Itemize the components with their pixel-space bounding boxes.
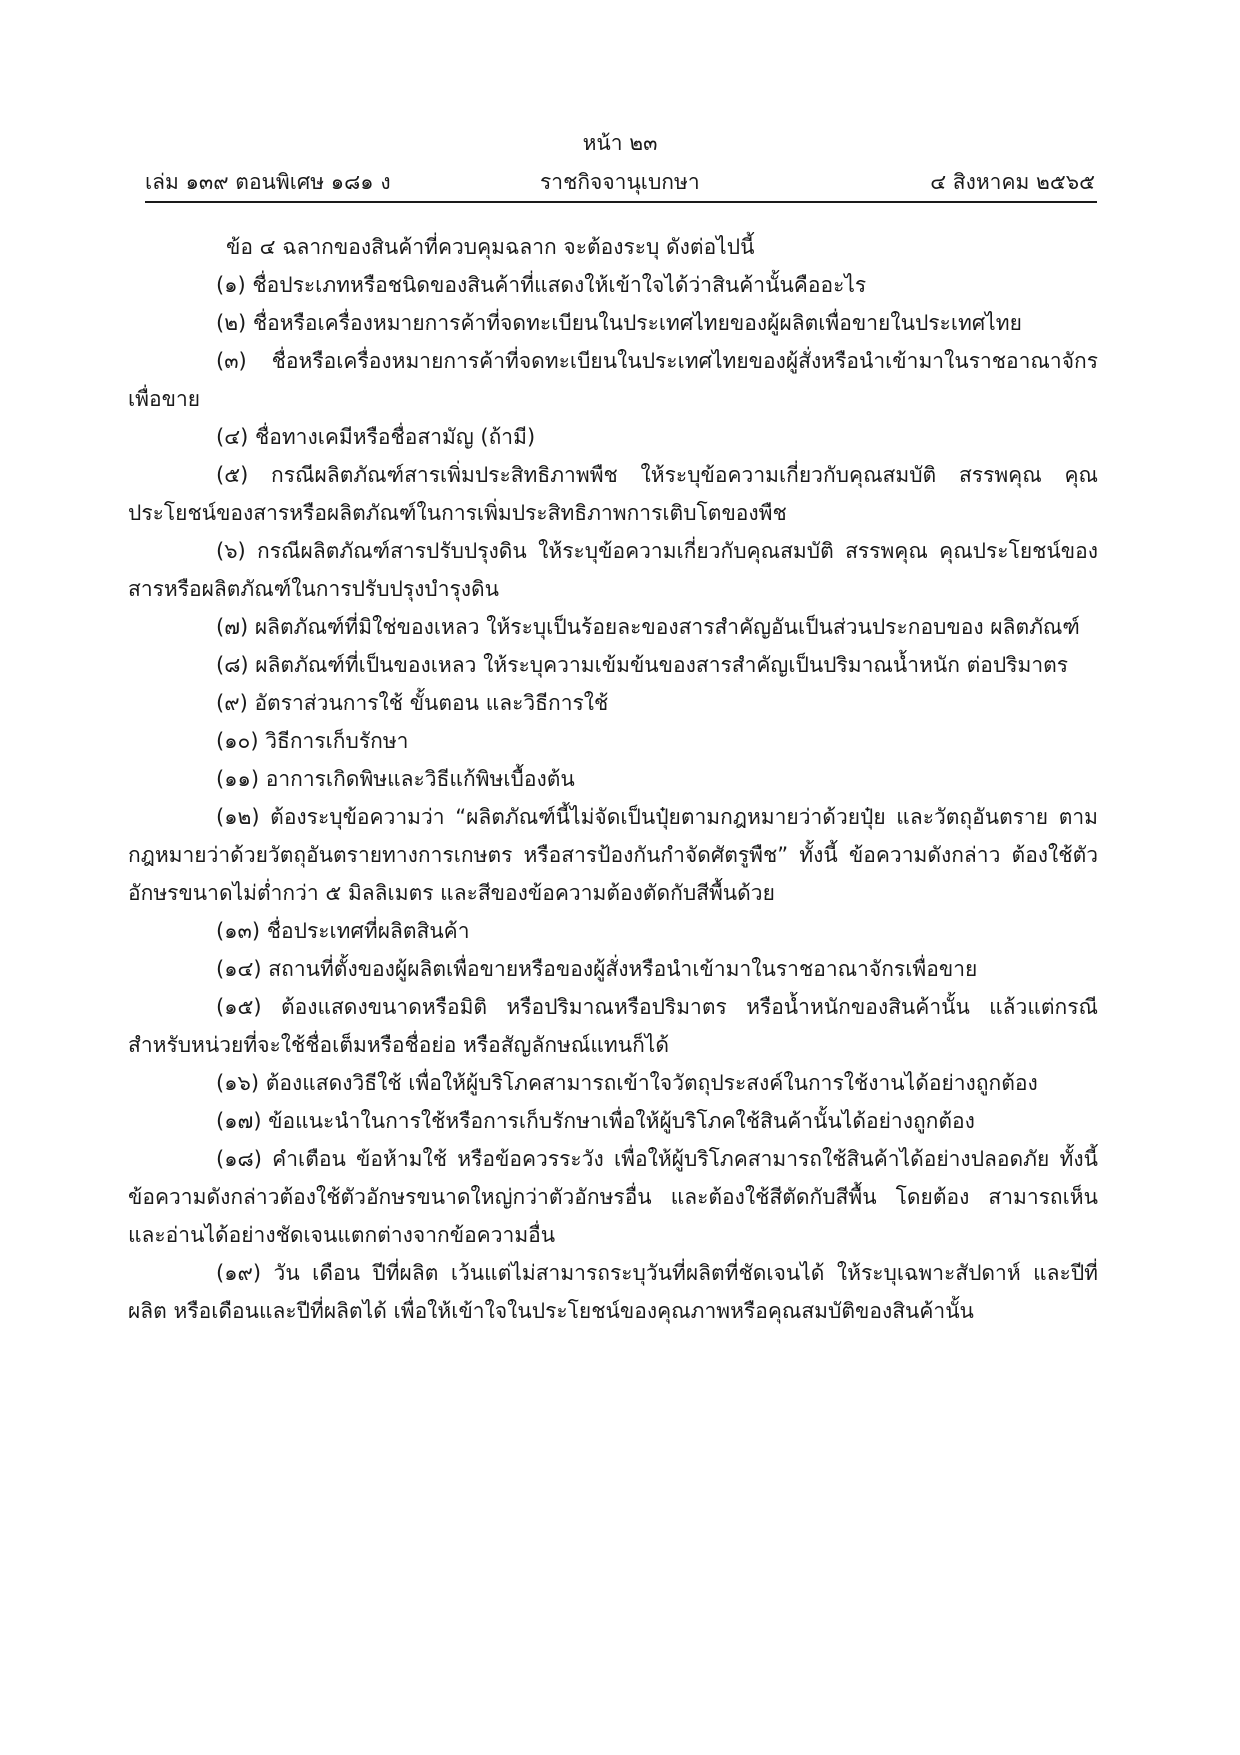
- page-number: หน้า ๒๓: [582, 131, 658, 155]
- clause-item: (๑) ชื่อประเภทหรือชนิดของสินค้าที่แสดงให้เข้าใจได้ว่าสินค้านั้นคืออะไร: [216, 273, 867, 297]
- clause-item: (๘) ผลิตภัณฑ์ที่เป็นของเหลว ให้ระบุความเข้มข้นของสารสำคัญเป็นปริมาณน้ำหนัก ต่อปริมาตร: [216, 653, 1069, 677]
- clause-item: (๑๐) วิธีการเก็บรักษา: [216, 729, 409, 753]
- clause-item: (๑๙) วัน เดือน ปีที่ผลิต เว้นแต่ไม่สามารถระบุวันที่ผลิตที่ชัดเจนได้ ให้ระบุเฉพาะสัปดาห์ และปีที่ผลิต หรือเดือนและปีที่ผลิตได้ เพื่อให้เข้าใจในประโยชน์ของคุณภาพหรือคุณสมบัติของสินค้านั้น: [128, 1261, 1098, 1323]
- publication-date: ๔ สิงหาคม ๒๕๖๕: [930, 170, 1095, 194]
- clause-item: (๑๕) ต้องแสดงขนาดหรือมิติ หรือปริมาณหรือปริมาตร หรือน้ำหนักของสินค้านั้น แล้วแต่กรณี สำหรับหน่วยที่จะใช้ชื่อเต็มหรือชื่อย่อ หรือสัญลักษณ์แทนก็ได้: [128, 995, 1098, 1057]
- clause-item: (๑๑) อาการเกิดพิษและวิธีแก้พิษเบื้องต้น: [216, 767, 575, 791]
- clause-item: (๔) ชื่อทางเคมีหรือชื่อสามัญ (ถ้ามี): [216, 425, 536, 449]
- volume-issue: เล่ม ๑๓๙ ตอนพิเศษ ๑๘๑ ง: [145, 170, 391, 194]
- clause-item: (๒) ชื่อหรือเครื่องหมายการค้าที่จดทะเบียนในประเทศไทยของผู้ผลิตเพื่อขายในประเทศไทย: [216, 311, 1022, 335]
- clause-heading: ข้อ ๔ ฉลากของสินค้าที่ควบคุมฉลาก จะต้องระบุ ดังต่อไปนี้: [226, 235, 755, 259]
- clause-item: (๓) ชื่อหรือเครื่องหมายการค้าที่จดทะเบียนในประเทศไทยของผู้สั่งหรือนำเข้ามาในราชอาณาจักร เพื่อขาย: [128, 349, 1098, 411]
- clause-item: (๗) ผลิตภัณฑ์ที่มิใช่ของเหลว ให้ระบุเป็นร้อยละของสารสำคัญอันเป็นส่วนประกอบของ ผลิตภัณฑ์: [216, 615, 1080, 639]
- clause-item: (๑๗) ข้อแนะนำในการใช้หรือการเก็บรักษาเพื่อให้ผู้บริโภคใช้สินค้านั้นได้อย่างถูกต้อง: [216, 1109, 975, 1133]
- gazette-name: ราชกิจจานุเบกษา: [540, 170, 700, 194]
- clause-item: (๙) อัตราส่วนการใช้ ขั้นตอน และวิธีการใช้: [216, 691, 609, 715]
- clause-item: (๖) กรณีผลิตภัณฑ์สารปรับปรุงดิน ให้ระบุข้อความเกี่ยวกับคุณสมบัติ สรรพคุณ คุณประโยชน์ของสารหรือผลิตภัณฑ์ในการปรับปรุงบำรุงดิน: [128, 539, 1098, 601]
- article-body: [128, 228, 1098, 1330]
- clause-item: (๑๔) สถานที่ตั้งของผู้ผลิตเพื่อขายหรือของผู้สั่งหรือนำเข้ามาในราชอาณาจักรเพื่อขาย: [216, 957, 978, 981]
- clause-item: (๕) กรณีผลิตภัณฑ์สารเพิ่มประสิทธิภาพพืช ให้ระบุข้อความเกี่ยวกับคุณสมบัติ สรรพคุณ คุณประโยชน์ของสารหรือผลิตภัณฑ์ในการเพิ่มประสิทธิภาพการเติบโตของพืช: [128, 463, 1098, 525]
- clause-item: (๑๓) ชื่อประเทศที่ผลิตสินค้า: [216, 919, 470, 943]
- running-header: [145, 165, 1095, 199]
- clause-item: (๑๖) ต้องแสดงวิธีใช้ เพื่อให้ผู้บริโภคสามารถเข้าใจวัตถุประสงค์ในการใช้งานได้อย่างถูกต้อง: [216, 1071, 1038, 1095]
- header-divider: [145, 201, 1097, 203]
- clause-item: (๑๘) คำเตือน ข้อห้ามใช้ หรือข้อควรระวัง เพื่อให้ผู้บริโภคสามารถใช้สินค้าได้อย่างปลอดภัย ทั้งนี้ ข้อความดังกล่าวต้องใช้ตัวอักษรขนาดใหญ่กว่าตัวอักษรอื่น และต้องใช้สีตัดกับสีพื้น โดยต้อง สามารถเห็นและอ่านได้อย่างชัดเจนแตกต่างจากข้อความอื่น: [128, 1147, 1098, 1247]
- clause-item: (๑๒) ต้องระบุข้อความว่า “ผลิตภัณฑ์นี้ไม่จัดเป็นปุ๋ยตามกฎหมายว่าด้วยปุ๋ย และวัตถุอันตราย ตามกฎหมายว่าด้วยวัตถุอันตรายทางการเกษตร หรือสารป้องกันกำจัดศัตรูพืช” ทั้งนี้ ข้อความดังกล่าว ต้องใช้ตัวอักษรขนาดไม่ต่ำกว่า ๕ มิลลิเมตร และสีของข้อความต้องตัดกับสีพื้นด้วย: [128, 805, 1098, 905]
